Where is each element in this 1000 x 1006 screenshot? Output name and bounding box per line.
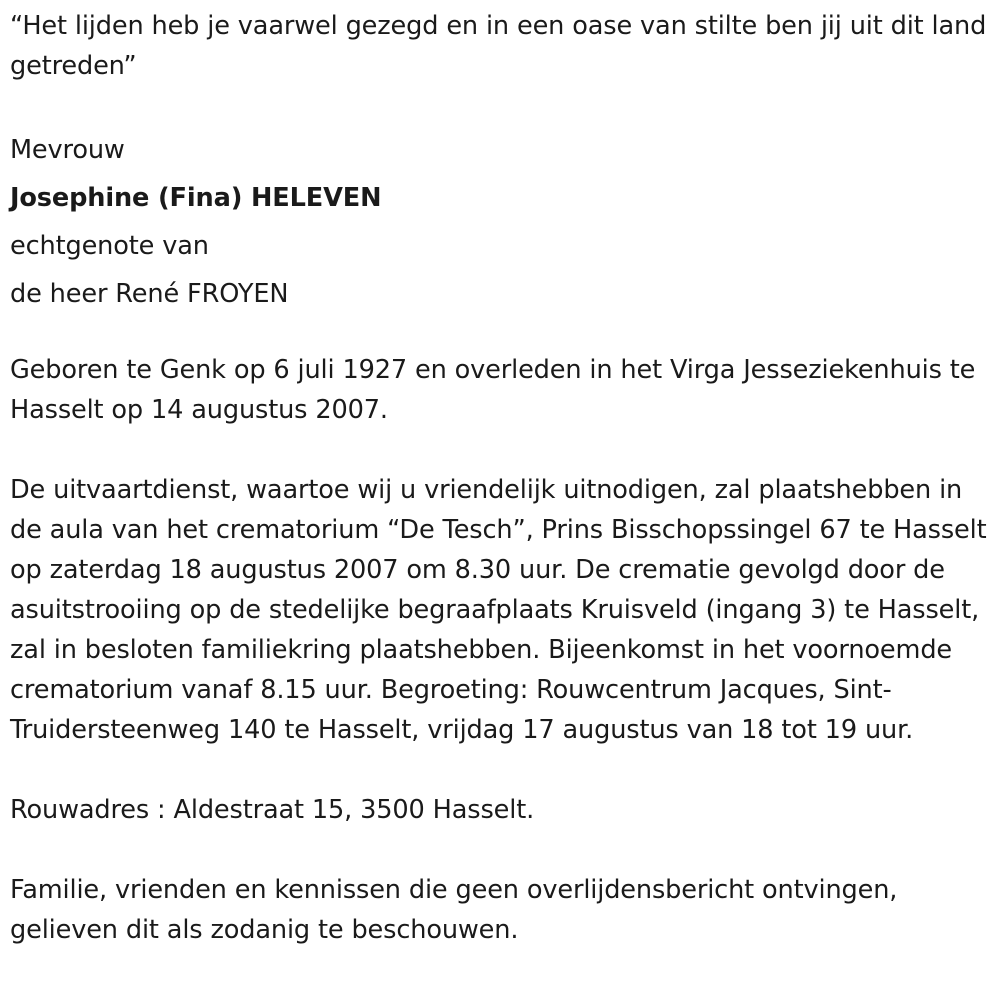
spouse-name: de heer René FROYEN: [10, 279, 289, 309]
deceased-name: Josephine (Fina) HELEVEN: [10, 183, 382, 213]
opening-quote: “Het lijden heb je vaarwel gezegd en in een oase van stilte ben jij uit dit land getreden”: [10, 11, 987, 81]
obituary-notice: [10, 6, 995, 950]
closing-paragraph: Familie, vrienden en kennissen die geen overlijdensbericht ontvingen, gelieven dit als zodanig te beschouwen.: [10, 875, 898, 945]
birth-death-paragraph: Geboren te Genk op 6 juli 1927 en overleden in het Virga Jesseziekenhuis te Hasselt op 14 augustus 2007.: [10, 355, 976, 425]
honorific-title: Mevrouw: [10, 135, 125, 165]
funeral-service-paragraph: De uitvaartdienst, waartoe wij u vriendelijk uitnodigen, zal plaatshebben in de aula van het crematorium “De Tesch”, Prins Bisschopssingel 67 te Hasselt op zaterdag 18 augustus 2007 om 8.30 uur. De crematie gevolgd door de asuitstrooiing op de stedelijke begraafplaats Kruisveld (ingang 3) te Hasselt, zal in besloten familiekring plaatshebben. Bijeenkomst in het voornoemde crematorium vanaf 8.15 uur. Begroeting: Rouwcentrum Jacques, Sint-Truidersteenweg 140 te Hasselt, vrijdag 17 augustus van 18 tot 19 uur.: [10, 475, 987, 745]
spouse-relation: echtgenote van: [10, 231, 209, 261]
mourning-address: Rouwadres : Aldestraat 15, 3500 Hasselt.: [10, 795, 535, 825]
